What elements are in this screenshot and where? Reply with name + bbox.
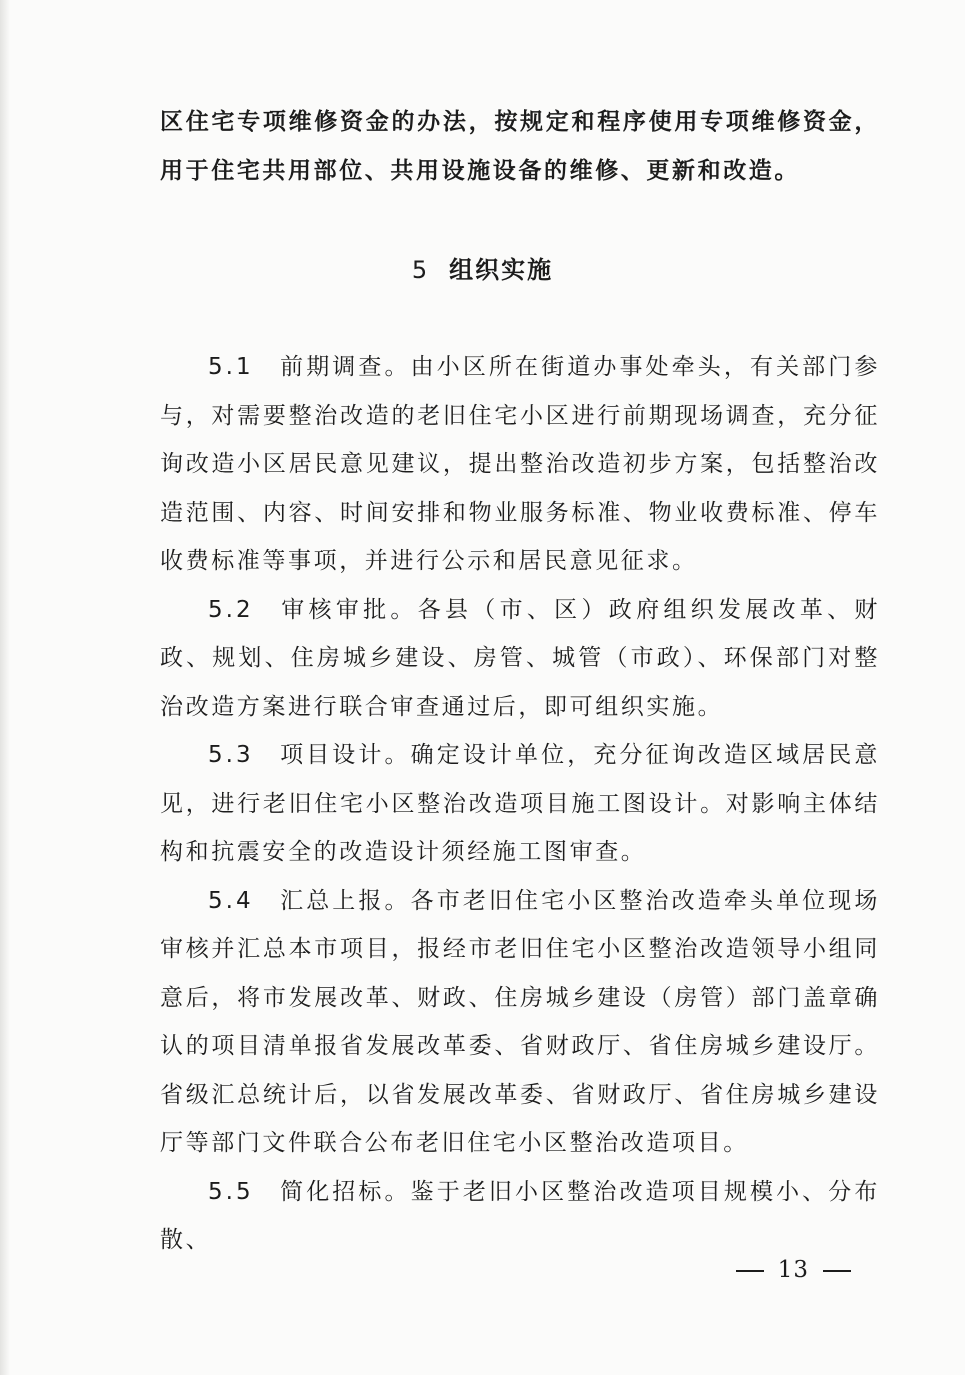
section-number: 5 bbox=[411, 256, 428, 284]
paragraph-text: 项目设计。确定设计单位，充分征询改造区域居民意见，进行老旧住宅小区整治改造项目施工图设计。对影响主体结构和抗震安全的改造设计须经施工图审查。 bbox=[160, 742, 880, 865]
paragraph-text: 前期调查。由小区所在街道办事处牵头，有关部门参与，对需要整治改造的老旧住宅小区进行前期现场调查，充分征询改造小区居民意见建议，提出整治改造初步方案，包括整治改造范围、内容、时间安排和物业服务标准、物业收费标准、停车收费标准等事项，并进行公示和居民意见征求。 bbox=[160, 354, 880, 574]
section-title: 组织实施 bbox=[449, 256, 554, 284]
paragraph-number: 5.3 bbox=[208, 742, 254, 768]
intro-paragraph: 区住宅专项维修资金的办法，按规定和程序使用专项维修资金，用于住宅共用部位、共用设施设备的维修、更新和改造。 bbox=[160, 108, 880, 184]
paragraph-text: 简化招标。鉴于老旧小区整治改造项目规模小、分布散、 bbox=[160, 1178, 880, 1253]
paragraph-5-2 bbox=[160, 586, 880, 732]
section-body bbox=[160, 343, 880, 1265]
paragraph-5-5 bbox=[160, 1168, 880, 1265]
page-number-value: 13 bbox=[777, 1257, 809, 1283]
paragraph-5-3 bbox=[160, 731, 880, 877]
paragraph-number: 5.4 bbox=[208, 887, 254, 914]
paragraph-5-1 bbox=[160, 343, 880, 586]
section-heading bbox=[0, 250, 965, 290]
paragraph-number: 5.5 bbox=[208, 1178, 254, 1205]
paragraph-5-4 bbox=[160, 877, 880, 1168]
paragraph-number: 5.2 bbox=[208, 596, 254, 623]
paragraph-text: 审核审批。各县（市、区）政府组织发展改革、财政、规划、住房城乡建设、房管、城管（市政）、环保部门对整治改造方案进行联合审查通过后，即可组织实施。 bbox=[160, 596, 880, 720]
paragraph-number: 5.1 bbox=[208, 354, 254, 380]
dash-left bbox=[736, 1270, 764, 1272]
dash-right bbox=[823, 1270, 851, 1272]
paragraph-text: 汇总上报。各市老旧住宅小区整治改造牵头单位现场审核并汇总本市项目，报经市老旧住宅小区整治改造领导小组同意后，将市发展改革、财政、住房城乡建设（房管）部门盖章确认的项目清单报省发展改革委、省财政厅、省住房城乡建设厅。省级汇总统计后，以省发展改革委、省财政厅、省住房城乡建设厅等部门文件联合公布老旧住宅小区整治改造项目。 bbox=[160, 887, 880, 1156]
page-number bbox=[722, 1252, 865, 1288]
